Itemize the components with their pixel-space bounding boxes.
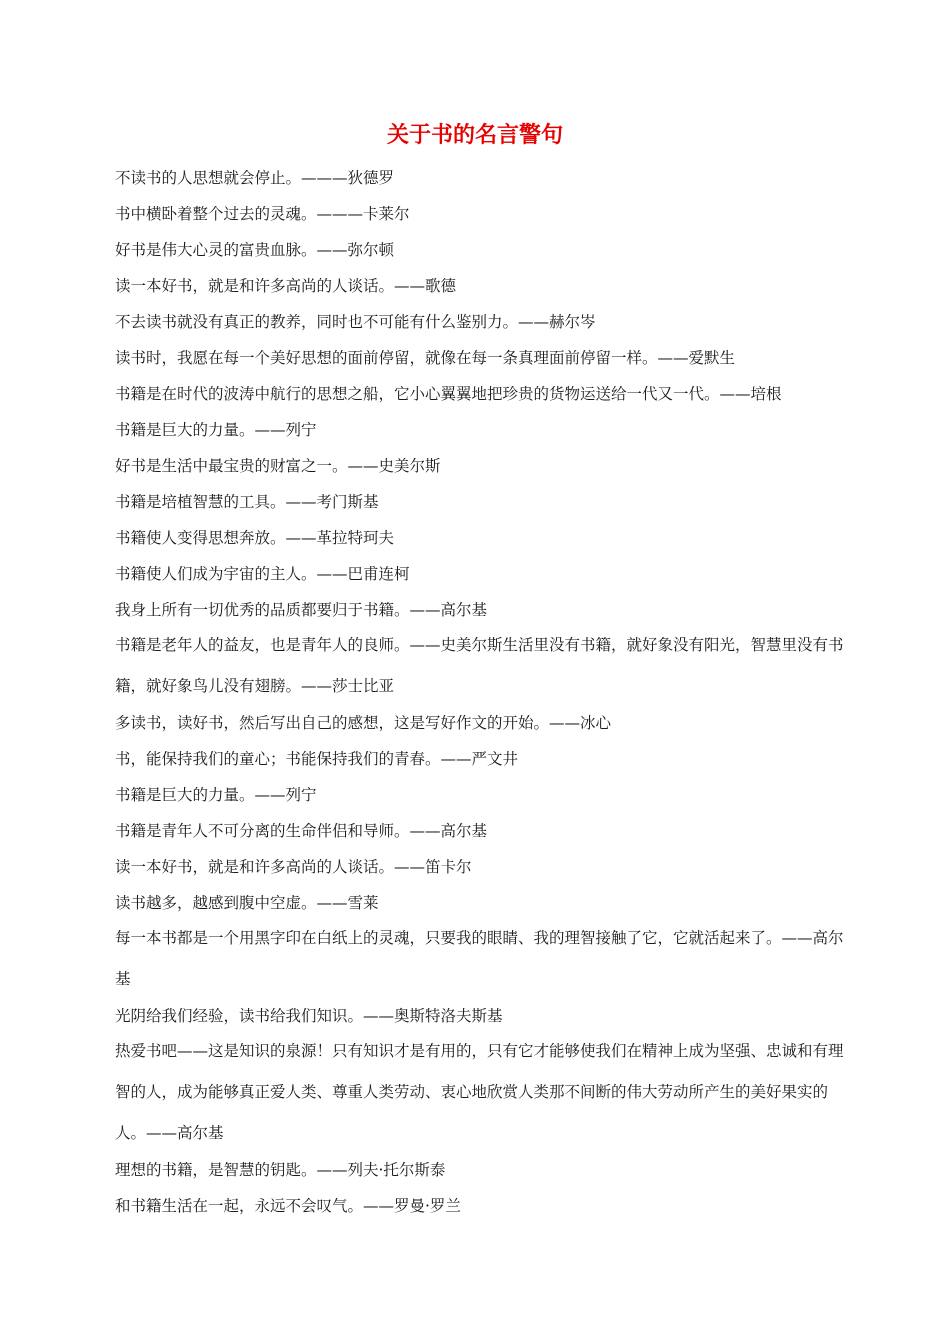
quote-item: 书籍是青年人不可分离的生命伴侣和导师。——高尔基 (115, 822, 488, 840)
quote-item: 理想的书籍，是智慧的钥匙。——列夫·托尔斯泰 (115, 1161, 446, 1179)
quote-item: 好书是生活中最宝贵的财富之一。——史美尔斯 (115, 457, 441, 475)
quote-item: 书籍是培植智慧的工具。——考门斯基 (115, 493, 379, 511)
quote-item: 好书是伟大心灵的富贵血脉。——弥尔顿 (115, 241, 395, 259)
quote-item: 不去读书就没有真正的教养，同时也不可能有什么鉴别力。——赫尔岑 (115, 313, 596, 331)
quote-item: 和书籍生活在一起，永远不会叹气。——罗曼·罗兰 (115, 1197, 461, 1215)
quote-item: 光阴给我们经验，读书给我们知识。——奥斯特洛夫斯基 (115, 1007, 503, 1025)
quote-item: 多读书，读好书，然后写出自己的感想，这是写好作文的开始。——冰心 (115, 714, 612, 732)
quote-item: 书籍是在时代的波涛中航行的思想之船，它小心翼翼地把珍贵的货物运送给一代又一代。——培根 (115, 385, 782, 403)
quote-item: 读一本好书，就是和许多高尚的人谈话。——歌德 (115, 277, 457, 295)
quote-item: 读书越多，越感到腹中空虚。——雪莱 (115, 894, 379, 912)
quote-item: 每一本书都是一个用黑字印在白纸上的灵魂，只要我的眼睛、我的理智接触了它，它就活起来了。——高尔基 (115, 929, 844, 988)
page-title: 关于书的名言警句 (386, 123, 563, 148)
quote-item: 不读书的人思想就会停止。———狄德罗 (115, 169, 395, 187)
quote-item: 书籍使人们成为宇宙的主人。——巴甫连柯 (115, 565, 410, 583)
quote-item: 书籍使人变得思想奔放。——革拉特珂夫 (115, 529, 395, 547)
quote-item: 读书时，我愿在每一个美好思想的面前停留，就像在每一条真理面前停留一样。——爱默生 (115, 349, 736, 367)
quote-item: 书籍是巨大的力量。——列宁 (115, 786, 317, 804)
quote-item: 书籍是巨大的力量。——列宁 (115, 421, 317, 439)
quote-item: 书中横卧着整个过去的灵魂。———卡莱尔 (115, 205, 410, 223)
quote-list (115, 160, 845, 1224)
quote-item: 热爱书吧——这是知识的泉源！只有知识才是有用的，只有它才能够使我们在精神上成为坚强、忠诚和有理智的人，成为能够真正爱人类、尊重人类劳动、衷心地欣赏人类那不间断的伟大劳动所产生的美好果实的人。——高尔基 (115, 1042, 844, 1142)
quote-item: 我身上所有一切优秀的品质都要归于书籍。——高尔基 (115, 601, 488, 619)
quote-item: 书，能保持我们的童心；书能保持我们的青春。——严文井 (115, 750, 519, 768)
quote-item: 书籍是老年人的益友，也是青年人的良师。——史美尔斯生活里没有书籍，就好象没有阳光，智慧里没有书籍，就好象鸟儿没有翅膀。——莎士比亚 (115, 636, 844, 695)
quote-item: 读一本好书，就是和许多高尚的人谈话。——笛卡尔 (115, 858, 472, 876)
